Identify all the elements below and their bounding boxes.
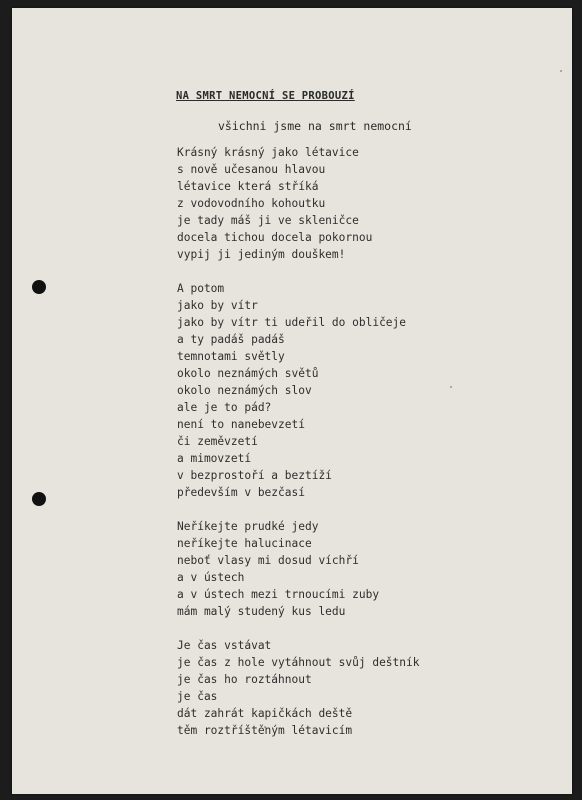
poem-line: především v bezčasí [177, 486, 305, 499]
poem-line: je tady máš ji ve skleničce [177, 214, 359, 227]
poem-line: a v ústech mezi trnoucími zuby [177, 588, 380, 601]
poem-line: z vodovodního kohoutku [177, 197, 326, 210]
poem-line: temnotami světly [177, 350, 285, 363]
poem-line: A potom [177, 282, 225, 295]
poem-line: okolo neznámých světů [177, 367, 319, 380]
stanza-1 [177, 144, 419, 263]
poem-line: okolo neznámých slov [177, 384, 312, 397]
typewritten-page [12, 8, 572, 794]
poem-line: či zeměvzetí [177, 435, 258, 448]
poem-line: v bezprostoří a beztíží [177, 469, 332, 482]
punch-hole-bottom [32, 492, 46, 506]
poem-line: Krásný krásný jako létavice [177, 146, 359, 159]
poem-line: není to nanebevzetí [177, 418, 305, 431]
punch-hole-top [32, 280, 46, 294]
paper-speck [560, 70, 562, 72]
poem-line: vypij ji jediným douškem! [177, 248, 346, 261]
stanza-3 [177, 518, 419, 620]
poem-line: a mimovzetí [177, 452, 252, 465]
poem-line: je čas ho roztáhnout [177, 673, 312, 686]
poem-line: a ty padáš padáš [177, 333, 285, 346]
poem-subtitle: všichni jsme na smrt nemocní [218, 119, 412, 133]
poem-line: neříkejte halucinace [177, 537, 312, 550]
poem-title: NA SMRT NEMOCNÍ SE PROBOUZÍ [176, 90, 355, 102]
poem-line: a v ústech [177, 571, 245, 584]
poem-line: Neříkejte prudké jedy [177, 520, 319, 533]
poem-line: je čas [177, 690, 218, 703]
poem-line: mám malý studený kus ledu [177, 605, 346, 618]
stanza-4 [177, 637, 419, 739]
poem-line: jako by vítr ti udeřil do obličeje [177, 316, 407, 329]
poem-line: docela tichou docela pokornou [177, 231, 373, 244]
poem-line: těm roztříštěným létavicím [177, 724, 353, 737]
paper-speck [450, 386, 452, 388]
stanza-2 [177, 280, 419, 501]
poem-line: je čas z hole vytáhnout svůj deštník [177, 656, 420, 669]
poem-line: ale je to pád? [177, 401, 272, 414]
poem-line: dát zahrát kapičkách deště [177, 707, 353, 720]
poem-line: Je čas vstávat [177, 639, 272, 652]
poem-line: s nově učesanou hlavou [177, 163, 326, 176]
poem-body [177, 144, 419, 756]
poem-line: neboť vlasy mi dosud víchří [177, 554, 359, 567]
poem-line: létavice která stříká [177, 180, 319, 193]
poem-line: jako by vítr [177, 299, 258, 312]
